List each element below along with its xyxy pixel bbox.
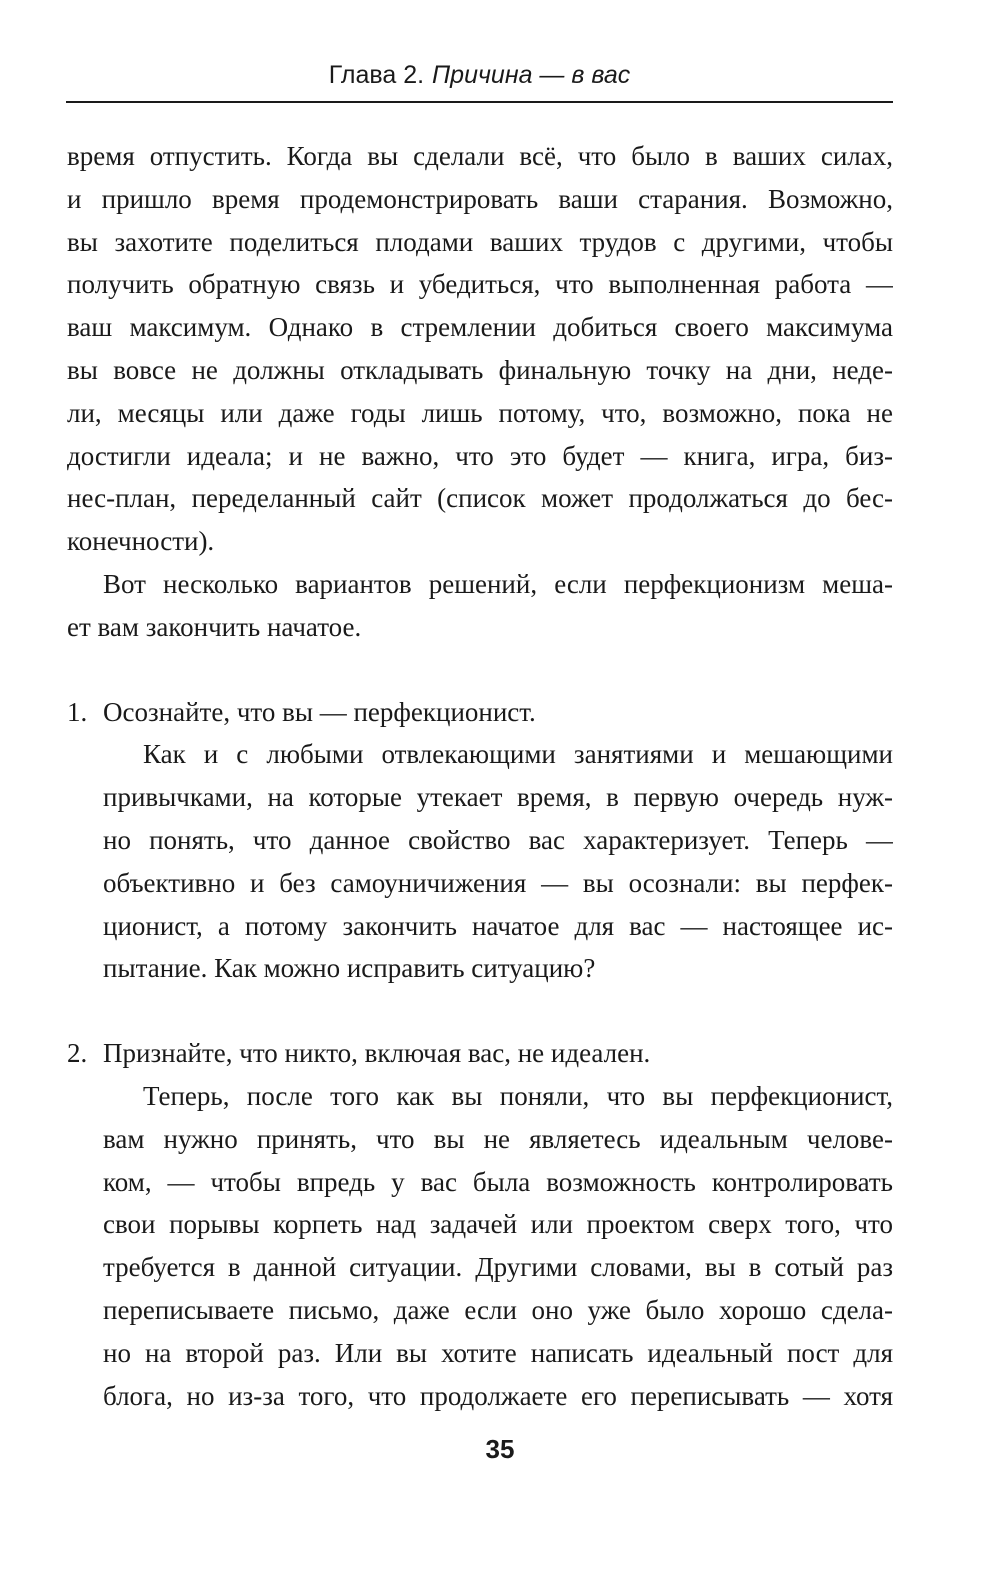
- paragraph-2: [67, 563, 893, 649]
- list-item-title: Осознайте, что вы — перфекционист.: [103, 696, 536, 727]
- text-line: ком, — чтобы впредь у вас была возможность контролировать: [103, 1166, 893, 1197]
- list-item-title: Признайте, что никто, включая вас, не идеален.: [103, 1038, 651, 1069]
- text-line: ли, месяцы или даже годы лишь потому, что, возможно, пока не: [67, 397, 893, 428]
- text-line: получить обратную связь и убедиться, что выполненная работа —: [67, 269, 893, 300]
- running-head: [66, 58, 893, 92]
- text-line: Теперь, после того как вы поняли, что вы перфекционист,: [143, 1080, 893, 1111]
- text-line: вы захотите поделиться плодами ваших трудов с другими, чтобы: [67, 226, 893, 257]
- text-line: нес-план, переделанный сайт (список может продолжаться до бес-: [67, 483, 893, 514]
- text-line: пытание. Как можно исправить ситуацию?: [103, 953, 596, 984]
- chapter-title: Причина — в вас: [432, 61, 631, 89]
- text-line: ет вам закончить начатое.: [67, 611, 362, 642]
- text-line: и пришло время продемонстрировать ваши старания. Возможно,: [67, 183, 893, 214]
- list-item-heading: [67, 691, 893, 734]
- body-text: [67, 135, 893, 1417]
- text-line: свои порывы корпеть над задачей или проектом сверх того, что: [103, 1209, 893, 1240]
- text-line: достигли идеала; и не важно, что это будет — книга, игра, биз-: [67, 440, 893, 471]
- list-item-heading: [67, 1032, 893, 1075]
- text-line: конечности).: [67, 526, 215, 557]
- list-item-number: 1.: [67, 696, 88, 727]
- text-line: ционист, а потому закончить начатое для вас — настоящее ис-: [103, 910, 893, 941]
- list-item-body: [67, 1075, 893, 1417]
- text-line: но понять, что данное свойство вас характеризует. Теперь —: [103, 824, 893, 855]
- text-line: Как и с любыми отвлекающими занятиями и мешающими: [143, 739, 893, 770]
- text-line: но на второй раз. Или вы хотите написать идеальный пост для: [103, 1337, 893, 1368]
- text-line: переписываете письмо, даже если оно уже было хорошо сдела-: [103, 1294, 893, 1325]
- text-line: время отпустить. Когда вы сделали всё, что было в ваших силах,: [67, 141, 893, 171]
- text-line: требуется в данной ситуации. Другими словами, вы в сотый раз: [103, 1252, 893, 1283]
- spacer: [67, 649, 893, 691]
- paragraph-1: [67, 135, 893, 563]
- text-line: вы вовсе не должны откладывать финальную точку на дни, неде-: [67, 354, 893, 385]
- header-rule: [66, 101, 893, 103]
- chapter-label: Глава 2.: [328, 61, 425, 89]
- text-line: ваш максимум. Однако в стремлении добиться своего максимума: [67, 312, 893, 343]
- text-line: привычками, на которые утекает время, в первую очередь нуж-: [103, 782, 893, 813]
- text-line: Вот несколько вариантов решений, если перфекционизм меша-: [103, 568, 893, 599]
- text-line: блога, но из-за того, что продолжаете его переписывать — хотя: [103, 1380, 893, 1411]
- list-item-2: [67, 1032, 893, 1417]
- text-line: объективно и без самоуничижения — вы осознали: вы перфек-: [103, 867, 893, 898]
- list-item-number: 2.: [67, 1038, 88, 1069]
- text-line: вам нужно принять, что вы не являетесь идеальным челове-: [103, 1123, 893, 1154]
- page-number: 35: [485, 1434, 515, 1464]
- list-item-body: [67, 733, 893, 990]
- list-item-1: [67, 691, 893, 991]
- spacer: [67, 990, 893, 1032]
